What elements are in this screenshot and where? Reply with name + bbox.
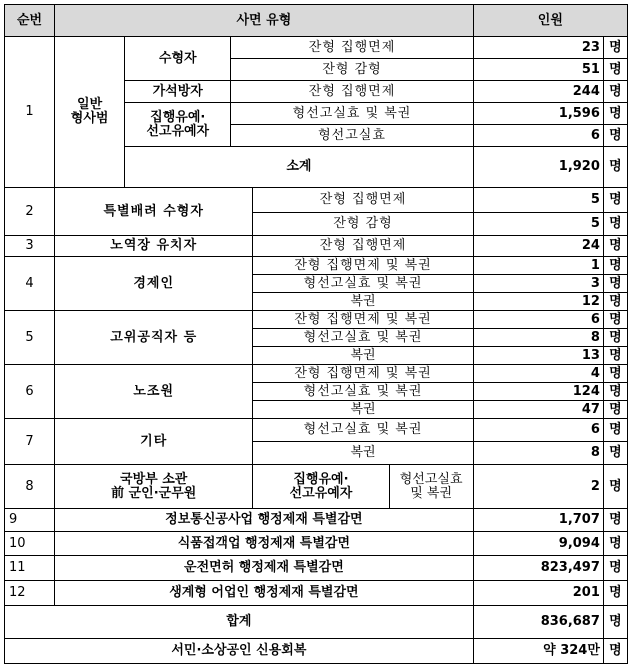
row-no: 11 bbox=[5, 556, 55, 581]
count-value: 244 bbox=[473, 81, 603, 103]
table-row bbox=[5, 311, 628, 329]
count-unit: 명 bbox=[603, 347, 627, 365]
count-unit: 명 bbox=[603, 383, 627, 401]
category-name: 노조원 bbox=[55, 365, 253, 419]
count-unit: 명 bbox=[603, 311, 627, 329]
credit-recovery-row bbox=[5, 639, 628, 664]
subcategory-name: 가석방자 bbox=[125, 81, 231, 103]
count-value: 51 bbox=[473, 59, 603, 81]
pardon-type: 복권 bbox=[253, 401, 473, 419]
table-row bbox=[5, 188, 628, 213]
pardon-type: 형선고실효 및 복권 bbox=[231, 103, 473, 125]
row-no: 3 bbox=[5, 236, 55, 257]
count-value: 8 bbox=[473, 442, 603, 465]
category-name: 고위공직자 등 bbox=[55, 311, 253, 365]
count-unit: 명 bbox=[603, 257, 627, 275]
table-row bbox=[5, 419, 628, 442]
header-row bbox=[5, 5, 628, 37]
count-unit: 명 bbox=[603, 188, 627, 213]
table-row bbox=[5, 556, 628, 581]
count-value: 12 bbox=[473, 293, 603, 311]
header-type: 사면 유형 bbox=[55, 5, 474, 37]
category-name: 정보통신공사업 행정제재 특별감면 bbox=[55, 509, 474, 532]
count-value: 124 bbox=[473, 383, 603, 401]
count-value: 6 bbox=[473, 311, 603, 329]
count-unit: 명 bbox=[603, 37, 627, 59]
count-unit: 명 bbox=[603, 147, 627, 188]
header-count: 인원 bbox=[473, 5, 627, 37]
credit-recovery-label: 서민·소상공인 신용회복 bbox=[5, 639, 474, 664]
count-unit: 명 bbox=[603, 532, 627, 556]
total-value: 836,687 bbox=[473, 606, 603, 639]
count-unit: 명 bbox=[603, 639, 627, 664]
count-unit: 명 bbox=[603, 365, 627, 383]
count-unit: 명 bbox=[603, 125, 627, 147]
count-value: 1,707 bbox=[473, 509, 603, 532]
category-name: 생계형 어업인 행정제재 특별감면 bbox=[55, 581, 474, 606]
pardon-type: 복권 bbox=[253, 293, 473, 311]
count-value: 6 bbox=[473, 125, 603, 147]
subtotal-value: 1,920 bbox=[473, 147, 603, 188]
count-value: 5 bbox=[473, 213, 603, 236]
count-unit: 명 bbox=[603, 213, 627, 236]
count-unit: 명 bbox=[603, 556, 627, 581]
count-unit: 명 bbox=[603, 59, 627, 81]
count-unit: 명 bbox=[603, 606, 627, 639]
table-row bbox=[5, 532, 628, 556]
category-name: 경제인 bbox=[55, 257, 253, 311]
table-row bbox=[5, 236, 628, 257]
count-value: 1,596 bbox=[473, 103, 603, 125]
row-no: 1 bbox=[5, 37, 55, 188]
count-value: 23 bbox=[473, 37, 603, 59]
count-unit: 명 bbox=[603, 442, 627, 465]
count-unit: 명 bbox=[603, 419, 627, 442]
category-name: 운전면허 행정제재 특별감면 bbox=[55, 556, 474, 581]
count-value: 47 bbox=[473, 401, 603, 419]
count-value: 8 bbox=[473, 329, 603, 347]
row-no: 10 bbox=[5, 532, 55, 556]
count-value: 9,094 bbox=[473, 532, 603, 556]
pardon-type: 복권 bbox=[253, 347, 473, 365]
row-no: 7 bbox=[5, 419, 55, 465]
credit-recovery-value: 약 324만 bbox=[473, 639, 603, 664]
pardon-type: 복권 bbox=[253, 442, 473, 465]
pardon-type: 형선고실효 및 복권 bbox=[253, 275, 473, 293]
row-no: 8 bbox=[5, 465, 55, 509]
pardon-type: 잔형 집행면제 bbox=[231, 81, 473, 103]
count-value: 24 bbox=[473, 236, 603, 257]
subtotal-label: 소계 bbox=[125, 147, 474, 188]
row-no: 2 bbox=[5, 188, 55, 236]
pardon-type: 형선고실효 bbox=[231, 125, 473, 147]
count-unit: 명 bbox=[603, 275, 627, 293]
pardon-type: 잔형 집행면제 bbox=[231, 37, 473, 59]
table-row bbox=[5, 365, 628, 383]
count-unit: 명 bbox=[603, 293, 627, 311]
category-name: 기타 bbox=[55, 419, 253, 465]
pardon-type: 잔형 집행면제 및 복권 bbox=[253, 311, 473, 329]
pardon-type: 잔형 집행면제 bbox=[253, 188, 473, 213]
pardon-type: 형선고실효 및 복권 bbox=[253, 329, 473, 347]
table-row bbox=[5, 257, 628, 275]
pardon-type: 형선고실효 및 복권 bbox=[253, 419, 473, 442]
count-value: 4 bbox=[473, 365, 603, 383]
row-no: 9 bbox=[5, 509, 55, 532]
count-value: 1 bbox=[473, 257, 603, 275]
pardon-type: 잔형 집행면제 및 복권 bbox=[253, 365, 473, 383]
count-value: 3 bbox=[473, 275, 603, 293]
pardon-type: 형선고실효 및 복권 bbox=[389, 465, 473, 509]
count-value: 5 bbox=[473, 188, 603, 213]
pardon-type: 잔형 집행면제 bbox=[253, 236, 473, 257]
count-unit: 명 bbox=[603, 581, 627, 606]
subcategory-name: 수형자 bbox=[125, 37, 231, 81]
count-unit: 명 bbox=[603, 103, 627, 125]
subcategory-name: 집행유예· 선고유예자 bbox=[125, 103, 231, 147]
category-name: 특별배려 수형자 bbox=[55, 188, 253, 236]
count-value: 823,497 bbox=[473, 556, 603, 581]
pardon-statistics-table bbox=[4, 4, 628, 664]
total-row bbox=[5, 606, 628, 639]
count-unit: 명 bbox=[603, 509, 627, 532]
table-row bbox=[5, 465, 628, 509]
count-unit: 명 bbox=[603, 81, 627, 103]
row-no: 6 bbox=[5, 365, 55, 419]
pardon-type: 잔형 감형 bbox=[253, 213, 473, 236]
pardon-type: 잔형 집행면제 및 복권 bbox=[253, 257, 473, 275]
count-unit: 명 bbox=[603, 401, 627, 419]
row-no: 4 bbox=[5, 257, 55, 311]
count-value: 201 bbox=[473, 581, 603, 606]
pardon-type: 잔형 감형 bbox=[231, 59, 473, 81]
row-no: 5 bbox=[5, 311, 55, 365]
count-value: 6 bbox=[473, 419, 603, 442]
count-unit: 명 bbox=[603, 329, 627, 347]
pardon-type: 형선고실효 및 복권 bbox=[253, 383, 473, 401]
count-unit: 명 bbox=[603, 236, 627, 257]
category-name: 식품접객업 행정제재 특별감면 bbox=[55, 532, 474, 556]
count-unit: 명 bbox=[603, 465, 627, 509]
table-row bbox=[5, 37, 628, 59]
table-row bbox=[5, 581, 628, 606]
category-name: 일반 형사범 bbox=[55, 37, 125, 188]
header-no: 순번 bbox=[5, 5, 55, 37]
count-value: 13 bbox=[473, 347, 603, 365]
category-name: 노역장 유치자 bbox=[55, 236, 253, 257]
total-label: 합계 bbox=[5, 606, 474, 639]
count-value: 2 bbox=[473, 465, 603, 509]
table-row bbox=[5, 509, 628, 532]
row-no: 12 bbox=[5, 581, 55, 606]
subcategory-name: 집행유예· 선고유예자 bbox=[253, 465, 389, 509]
category-name: 국방부 소관 前 군인·군무원 bbox=[55, 465, 253, 509]
